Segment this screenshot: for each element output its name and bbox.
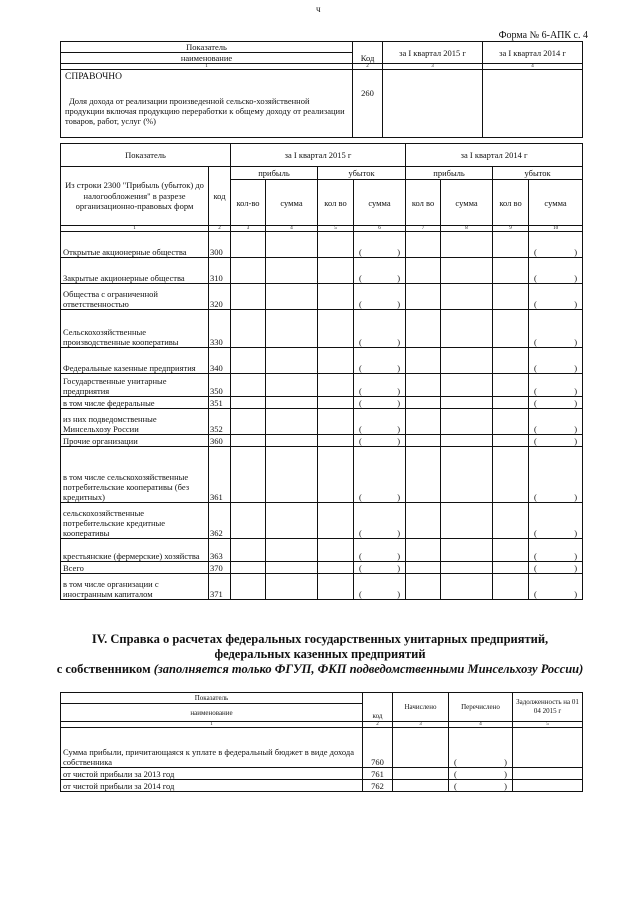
row-code: 350 [209, 374, 231, 397]
qty-header: кол во [406, 180, 441, 226]
col-number: 2 [209, 226, 231, 232]
value-cell[interactable] [266, 284, 318, 310]
row-code: 363 [209, 539, 231, 562]
col-number: 1 [61, 226, 209, 232]
value-cell[interactable] [318, 539, 354, 562]
loss-sum-cell[interactable]: ( ) [354, 258, 406, 284]
table-row [61, 562, 583, 574]
q2014-header: за I квартал 2014 г [406, 144, 583, 167]
value-cell[interactable] [318, 232, 354, 258]
loss-sum-cell[interactable]: ( ) [354, 562, 406, 574]
table-row [61, 232, 583, 258]
col-number: 1 [61, 722, 363, 728]
value-cell[interactable] [383, 70, 483, 138]
value-cell[interactable] [406, 409, 441, 435]
q2014-header: за I квартал 2014 г [483, 42, 583, 64]
value-cell[interactable] [441, 397, 493, 409]
loss-sum-cell[interactable]: ( ) [529, 539, 583, 562]
table-row [61, 503, 583, 539]
row-label: Федеральные казенные предприятия [61, 348, 209, 374]
col-number: 1 [61, 64, 353, 70]
sum-header: сумма [441, 180, 493, 226]
loss-sum-cell[interactable]: ( ) [354, 409, 406, 435]
loss-sum-cell[interactable]: ( ) [529, 562, 583, 574]
reference-table [60, 41, 583, 138]
loss-sum-cell[interactable]: ( ) [529, 574, 583, 600]
row-label: Всего [61, 562, 209, 574]
loss-sum-cell[interactable]: ( ) [529, 435, 583, 447]
value-cell[interactable] [231, 574, 266, 600]
value-cell[interactable] [231, 447, 266, 503]
table-row [61, 310, 583, 348]
row-label: от чистой прибыли за 2013 год [61, 768, 363, 780]
loss-sum-cell[interactable]: ( ) [529, 348, 583, 374]
loss-sum-cell[interactable]: ( ) [354, 397, 406, 409]
col-number: 8 [441, 226, 493, 232]
col-number: 7 [406, 226, 441, 232]
loss-sum-cell[interactable]: ( ) [354, 435, 406, 447]
value-cell[interactable] [231, 284, 266, 310]
col-number: 3 [383, 64, 483, 70]
value-cell[interactable] [318, 397, 354, 409]
value-cell[interactable] [318, 348, 354, 374]
transferred-cell[interactable]: ( ) [449, 768, 513, 780]
code-header: код [363, 693, 393, 722]
col-number: 3 [393, 722, 449, 728]
value-cell[interactable] [318, 435, 354, 447]
table-row [61, 397, 583, 409]
row-label: Сумма прибыли, причитающаяся к уплате в федеральный бюджет в виде дохода собственника [61, 728, 363, 768]
value-cell[interactable] [266, 574, 318, 600]
loss-sum-cell[interactable]: ( ) [354, 447, 406, 503]
value-cell[interactable] [441, 348, 493, 374]
table-row [61, 258, 583, 284]
value-cell[interactable] [441, 284, 493, 310]
row-code: 310 [209, 258, 231, 284]
value-cell[interactable] [493, 258, 529, 284]
table-row [61, 409, 583, 435]
value-cell[interactable] [406, 447, 441, 503]
value-cell[interactable] [266, 232, 318, 258]
col-number: 10 [529, 226, 583, 232]
loss-sum-cell[interactable]: ( ) [529, 397, 583, 409]
table-row [61, 447, 583, 503]
row-code: 762 [363, 780, 393, 792]
row-label: крестьянские (фермерские) хозяйства [61, 539, 209, 562]
row-label: Государственные унитарные предприятия [61, 374, 209, 397]
section-heading-note: (заполняется только ФГУП, ФКП подведомственными Минсельхозу России) [153, 662, 584, 676]
loss-sum-cell[interactable]: ( ) [354, 374, 406, 397]
value-cell[interactable] [231, 539, 266, 562]
row-label: из них подведомственные Минсельхозу России [61, 409, 209, 435]
row-label: Закрытые акционерные общества [61, 258, 209, 284]
value-cell[interactable] [441, 374, 493, 397]
section-heading-line3: с собственником [56, 662, 151, 676]
value-cell[interactable] [493, 447, 529, 503]
value-cell[interactable] [441, 574, 493, 600]
value-cell[interactable] [231, 409, 266, 435]
value-cell[interactable] [441, 258, 493, 284]
value-cell[interactable] [266, 348, 318, 374]
value-cell[interactable] [493, 574, 529, 600]
loss-header: убыток [493, 167, 583, 180]
value-cell[interactable] [406, 435, 441, 447]
profit-header: прибыль [406, 167, 493, 180]
section-heading-line2: федеральных казенных предприятий [214, 647, 426, 661]
loss-sum-cell[interactable]: ( ) [354, 539, 406, 562]
col-number: 2 [363, 722, 393, 728]
value-cell[interactable] [231, 435, 266, 447]
transferred-cell[interactable]: ( ) [449, 780, 513, 792]
value-cell[interactable] [441, 503, 493, 539]
from-line-header: Из строки 2300 "Прибыль (убыток) до налогообложения" в разрезе организационно-правовых форм [61, 167, 209, 226]
row-code: 300 [209, 232, 231, 258]
indicator-header: Показатель [61, 42, 353, 53]
value-cell[interactable] [318, 284, 354, 310]
row-code: 340 [209, 348, 231, 374]
value-cell[interactable] [231, 258, 266, 284]
value-cell[interactable] [483, 70, 583, 138]
row-code: 370 [209, 562, 231, 574]
row-code: 761 [363, 768, 393, 780]
transferred-cell[interactable]: ( ) [449, 728, 513, 768]
row-code: 362 [209, 503, 231, 539]
value-cell[interactable] [266, 539, 318, 562]
sum-header: сумма [266, 180, 318, 226]
value-cell[interactable] [493, 435, 529, 447]
value-cell[interactable] [493, 562, 529, 574]
row-code: 360 [209, 435, 231, 447]
loss-header: убыток [318, 167, 406, 180]
row-code: 371 [209, 574, 231, 600]
row-code: 760 [363, 728, 393, 768]
value-cell[interactable] [406, 232, 441, 258]
section-heading-line1: IV. Справка о расчетах федеральных государственных унитарных предприятий, [91, 632, 549, 646]
value-cell[interactable] [406, 539, 441, 562]
loss-sum-cell[interactable]: ( ) [354, 310, 406, 348]
value-cell[interactable] [266, 374, 318, 397]
loss-sum-cell[interactable]: ( ) [529, 310, 583, 348]
col-number: 2 [353, 64, 383, 70]
value-cell[interactable] [231, 374, 266, 397]
table-row [61, 374, 583, 397]
value-cell[interactable] [231, 503, 266, 539]
value-cell[interactable] [406, 284, 441, 310]
row-code: 330 [209, 310, 231, 348]
value-cell[interactable] [493, 310, 529, 348]
value-cell[interactable] [493, 232, 529, 258]
value-cell[interactable] [318, 258, 354, 284]
row-code: 361 [209, 447, 231, 503]
table-row [61, 574, 583, 600]
value-cell[interactable] [266, 397, 318, 409]
value-cell[interactable] [406, 348, 441, 374]
value-cell[interactable] [406, 397, 441, 409]
value-cell[interactable] [441, 539, 493, 562]
value-cell[interactable] [406, 574, 441, 600]
value-cell[interactable] [441, 447, 493, 503]
row-label: Прочие организации [61, 435, 209, 447]
value-cell[interactable] [266, 503, 318, 539]
value-cell[interactable] [441, 435, 493, 447]
accrued-cell[interactable] [393, 780, 449, 792]
qty-header: кол во [493, 180, 529, 226]
transferred-header: Перечислено [449, 693, 513, 722]
table-row [61, 539, 583, 562]
col-number: 4 [483, 64, 583, 70]
debt-cell[interactable] [513, 768, 583, 780]
col-number: 4 [266, 226, 318, 232]
value-cell[interactable] [266, 258, 318, 284]
reference-title: СПРАВОЧНО [65, 72, 122, 82]
accrued-cell[interactable] [393, 768, 449, 780]
value-cell[interactable] [318, 447, 354, 503]
value-cell[interactable] [493, 348, 529, 374]
value-cell[interactable] [493, 284, 529, 310]
col-number: 4 [449, 722, 513, 728]
owner-settlements-table [60, 692, 583, 792]
accrued-header: Начислено [393, 693, 449, 722]
loss-sum-cell[interactable]: ( ) [354, 503, 406, 539]
value-cell[interactable] [231, 232, 266, 258]
col-number: 5 [318, 226, 354, 232]
debt-cell[interactable] [513, 728, 583, 768]
row-label: Сельскохозяйственные производственные кооперативы [61, 310, 209, 348]
value-cell[interactable] [493, 539, 529, 562]
value-cell[interactable] [318, 409, 354, 435]
value-cell[interactable] [406, 310, 441, 348]
row-label: в том числе организации с иностранным капиталом [61, 574, 209, 600]
code-header: Код [353, 42, 383, 64]
loss-sum-cell[interactable]: ( ) [354, 348, 406, 374]
table-row [61, 780, 583, 792]
value-cell[interactable] [406, 374, 441, 397]
value-cell[interactable] [266, 562, 318, 574]
value-cell[interactable] [231, 348, 266, 374]
row-label: Общества с ограниченной ответственностью [61, 284, 209, 310]
col-number: 3 [231, 226, 266, 232]
row-label: Открытые акционерные общества [61, 232, 209, 258]
value-cell[interactable] [441, 232, 493, 258]
form-label: Форма № 6-АПК с. 4 [498, 30, 588, 41]
value-cell[interactable] [231, 310, 266, 348]
loss-sum-cell[interactable]: ( ) [354, 232, 406, 258]
value-cell[interactable] [493, 397, 529, 409]
profit-header: прибыль [231, 167, 318, 180]
code-header: код [209, 167, 231, 226]
value-cell[interactable] [266, 310, 318, 348]
qty-header: кол во [318, 180, 354, 226]
qty-header: кол-во [231, 180, 266, 226]
value-cell[interactable] [231, 397, 266, 409]
value-cell[interactable] [406, 562, 441, 574]
value-cell[interactable] [493, 374, 529, 397]
value-cell[interactable] [318, 562, 354, 574]
row-label: сельскохозяйственные потребительские кредитные кооперативы [61, 503, 209, 539]
loss-sum-cell[interactable]: ( ) [529, 409, 583, 435]
value-cell[interactable] [441, 409, 493, 435]
loss-sum-cell[interactable]: ( ) [529, 232, 583, 258]
value-cell[interactable] [318, 310, 354, 348]
q2015-header: за I квартал 2015 г [231, 144, 406, 167]
value-cell[interactable] [441, 310, 493, 348]
row-label: от чистой прибыли за 2014 год [61, 780, 363, 792]
value-cell[interactable] [318, 574, 354, 600]
value-cell[interactable] [231, 562, 266, 574]
row-code: 351 [209, 397, 231, 409]
loss-sum-cell[interactable]: ( ) [529, 503, 583, 539]
table-row [61, 768, 583, 780]
table-row [61, 728, 583, 768]
row-code: 352 [209, 409, 231, 435]
section-heading [40, 632, 600, 677]
row-code: 320 [209, 284, 231, 310]
name-header: наименование [61, 704, 363, 722]
value-cell[interactable] [266, 409, 318, 435]
loss-sum-cell[interactable]: ( ) [354, 574, 406, 600]
reference-description: Доля дохода от реализации произведенной сельско-хозяйственной продукции включая продукцию переработки к общему доходу от реализации товаров, работ, услуг (%) [65, 96, 345, 126]
table-row [61, 284, 583, 310]
sum-header: сумма [354, 180, 406, 226]
value-cell[interactable] [493, 503, 529, 539]
indicator-header: Показатель [61, 693, 363, 704]
q2015-header: за I квартал 2015 г [383, 42, 483, 64]
value-cell[interactable] [406, 258, 441, 284]
page-mark: ч [316, 4, 321, 14]
name-header: наименование [61, 53, 353, 64]
sum-header: сумма [529, 180, 583, 226]
debt-header: Задолженность на 01 04 2015 г [513, 693, 583, 722]
value-cell[interactable] [266, 447, 318, 503]
row-label: в том числе федеральные [61, 397, 209, 409]
accrued-cell[interactable] [393, 728, 449, 768]
loss-sum-cell[interactable]: ( ) [529, 374, 583, 397]
value-cell[interactable] [266, 435, 318, 447]
debt-cell[interactable] [513, 780, 583, 792]
indicator-header: Показатель [61, 144, 231, 167]
value-cell[interactable] [406, 503, 441, 539]
loss-sum-cell[interactable]: ( ) [529, 284, 583, 310]
col-number: 5 [513, 722, 583, 728]
loss-sum-cell[interactable]: ( ) [354, 284, 406, 310]
row-label: в том числе сельскохозяйственные потребительские кооперативы (без кредитных) [61, 447, 209, 503]
loss-sum-cell[interactable]: ( ) [529, 447, 583, 503]
legal-form-table [60, 143, 583, 600]
reference-code: 260 [353, 70, 383, 138]
col-number: 6 [354, 226, 406, 232]
table-row [61, 348, 583, 374]
loss-sum-cell[interactable]: ( ) [529, 258, 583, 284]
value-cell[interactable] [318, 503, 354, 539]
value-cell[interactable] [441, 562, 493, 574]
col-number: 9 [493, 226, 529, 232]
value-cell[interactable] [493, 409, 529, 435]
value-cell[interactable] [318, 374, 354, 397]
table-row [61, 435, 583, 447]
